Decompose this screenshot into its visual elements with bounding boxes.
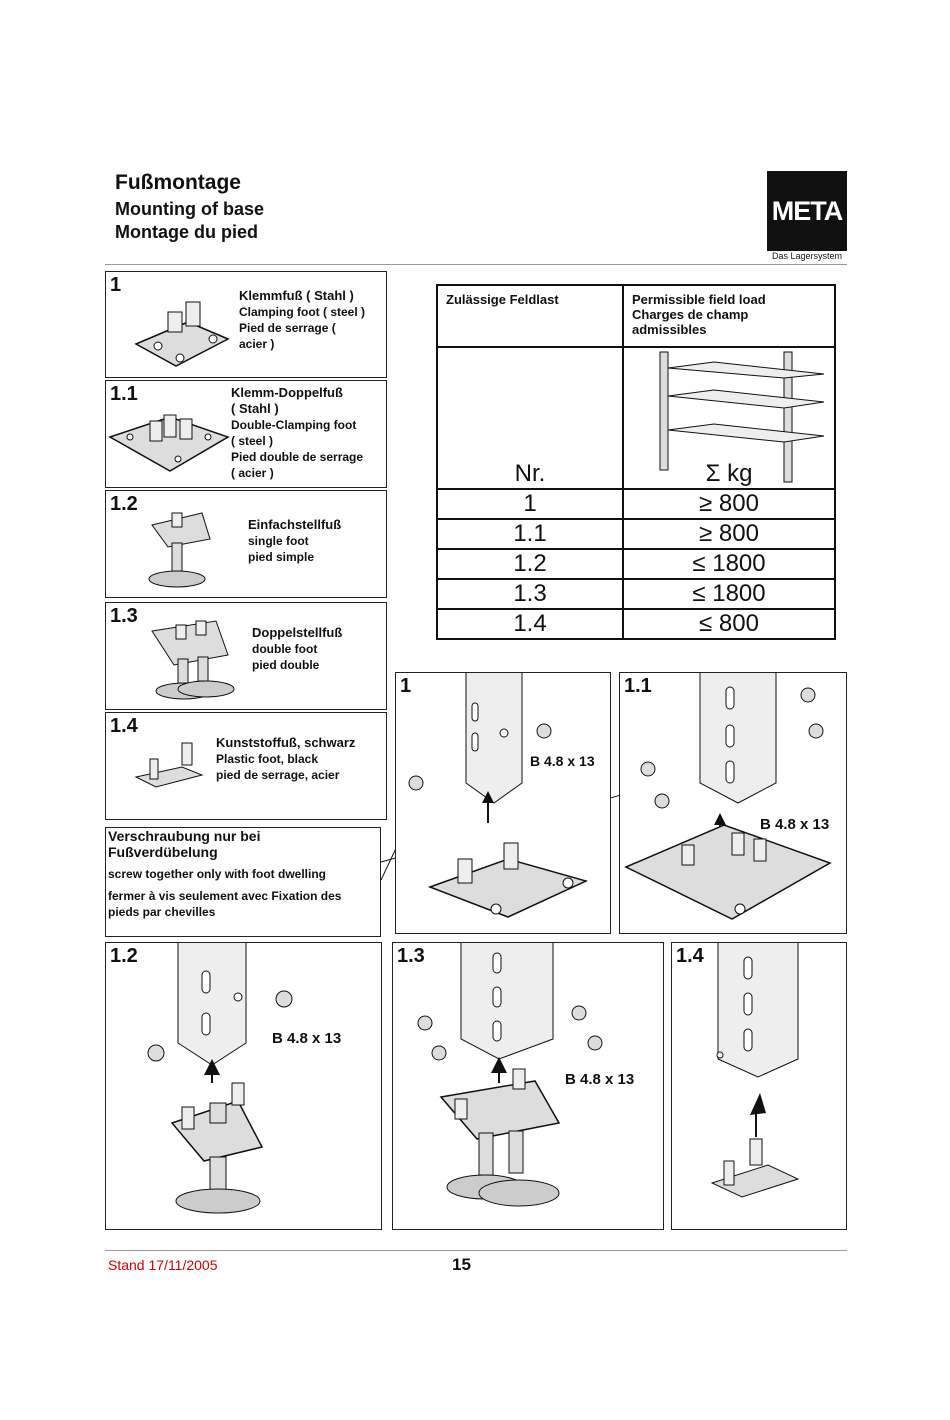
- part-number: 1.3: [110, 605, 138, 627]
- assembly-panel-1-3: [392, 942, 664, 1230]
- part-number: 1: [110, 274, 122, 296]
- screw-icon: [432, 1046, 446, 1060]
- logo-tagline: Das Lagersystem: [771, 251, 843, 261]
- row-nr: 1.1: [437, 519, 623, 549]
- row-kg: ≥ 800: [623, 519, 835, 549]
- part-label-en: single foot: [248, 534, 309, 548]
- header-divider: [105, 264, 847, 265]
- plastic-foot-icon: [132, 737, 212, 797]
- panel-number: 1.1: [624, 675, 652, 697]
- note-de: Verschraubung nur bei: [108, 828, 261, 844]
- screw-icon: [655, 794, 669, 808]
- row-nr: 1: [437, 489, 623, 519]
- part-label-fr: pied de serrage, acier: [216, 768, 340, 782]
- part-label-fr: pied double: [252, 658, 320, 672]
- part-number: 1.4: [110, 715, 138, 737]
- screw-icon: [809, 724, 823, 738]
- screw-size-label: B 4.8 x 13: [760, 816, 830, 833]
- part-label-de: Kunststoffuß, schwarz: [216, 735, 356, 750]
- screw-icon: [148, 1045, 164, 1061]
- row-kg: ≤ 1800: [623, 549, 835, 579]
- revision-date: Stand 17/11/2005: [108, 1257, 218, 1273]
- row-kg: ≥ 800: [623, 489, 835, 519]
- screw-note-box: [105, 827, 381, 937]
- header-de: Zulässige Feldlast: [437, 285, 623, 347]
- part-box-1-4: [105, 712, 387, 820]
- part-number: 1.2: [110, 493, 138, 515]
- assembly-1-1-drawing: [620, 673, 846, 933]
- double-clamping-foot-icon: [108, 409, 230, 481]
- part-label-en: double foot: [252, 642, 318, 656]
- assembly-panel-1-1: [619, 672, 847, 934]
- part-label-fr-cont: ( acier ): [231, 466, 274, 480]
- assembly-panel-1-4: [671, 942, 847, 1230]
- screw-icon: [588, 1036, 602, 1050]
- screw-icon: [537, 724, 551, 738]
- screw-size-label: B 4.8 x 13: [565, 1071, 635, 1088]
- header-en: Permissible field load: [632, 292, 766, 307]
- page-subtitle-fr: Montage du pied: [115, 222, 258, 242]
- row-nr: 1.2: [437, 549, 623, 579]
- table-row: [437, 579, 835, 609]
- panel-number: 1.2: [110, 945, 138, 967]
- panel-number: 1.3: [397, 945, 425, 967]
- panel-number: 1: [400, 675, 412, 697]
- note-en: screw together only with foot dwelling: [108, 867, 327, 881]
- screw-icon: [409, 776, 423, 790]
- assembly-panel-1: [395, 672, 611, 934]
- part-label-fr-cont: acier ): [239, 337, 275, 351]
- col-kg-header: [623, 347, 835, 489]
- col-kg-label: Σ kg: [705, 460, 753, 487]
- part-box-1: [105, 271, 387, 378]
- assembly-1-drawing: [396, 673, 610, 933]
- part-label-de: Klemm-Doppelfuß: [231, 385, 343, 400]
- single-foot-icon: [144, 495, 224, 595]
- col-nr-label: Nr.: [514, 460, 546, 487]
- footer-divider: [105, 1250, 847, 1251]
- page-number: 15: [452, 1255, 471, 1274]
- part-box-1-3: [105, 602, 387, 710]
- part-label-fr: pied simple: [248, 550, 315, 564]
- col-nr-header: [437, 347, 623, 489]
- screw-icon: [418, 1016, 432, 1030]
- table-row: [437, 549, 835, 579]
- part-label-de-cont: ( Stahl ): [231, 401, 279, 416]
- arrow-up-icon: [491, 1057, 507, 1073]
- part-label-fr: Pied double de serrage: [231, 450, 364, 464]
- header-fr: Charges de champ admissibles: [632, 307, 749, 337]
- row-nr: 1.3: [437, 579, 623, 609]
- page-title: Fußmontage: [115, 171, 241, 194]
- table-row: [437, 609, 835, 639]
- page-subtitle-en: Mounting of base: [115, 199, 264, 219]
- meta-logo: META: [767, 171, 847, 251]
- header-en-fr: [623, 285, 835, 347]
- table-row: [437, 519, 835, 549]
- part-label-de: Klemmfuß ( Stahl ): [239, 288, 354, 303]
- part-label-en: Double-Clamping foot: [231, 418, 357, 432]
- part-label-en-cont: ( steel ): [231, 434, 274, 448]
- arrow-up-icon: [714, 813, 726, 825]
- screw-icon: [641, 762, 655, 776]
- part-label-de: Doppelstellfuß: [252, 625, 343, 640]
- screw-icon: [276, 991, 292, 1007]
- row-kg: ≤ 800: [623, 609, 835, 639]
- screw-size-label: B 4.8 x 13: [272, 1030, 342, 1047]
- field-load-table: [436, 284, 836, 640]
- assembly-1-4-drawing: [672, 943, 846, 1229]
- note-fr-cont: pieds par chevilles: [108, 905, 216, 919]
- note-fr: fermer à vis seulement avec Fixation des: [108, 889, 342, 903]
- table-row: [437, 489, 835, 519]
- part-box-1-1: [105, 380, 387, 488]
- double-foot-icon: [146, 607, 246, 707]
- row-kg: ≤ 1800: [623, 579, 835, 609]
- part-label-fr: Pied de serrage (: [239, 321, 336, 335]
- arrow-up-icon: [750, 1093, 766, 1115]
- panel-number: 1.4: [676, 945, 704, 967]
- note-de-cont: Fußverdübelung: [108, 844, 218, 860]
- clamping-foot-icon: [128, 294, 238, 372]
- part-box-1-2: [105, 490, 387, 598]
- part-label-en: Plastic foot, black: [216, 752, 319, 766]
- part-label-en: Clamping foot ( steel ): [239, 305, 365, 319]
- part-number: 1.1: [110, 383, 138, 405]
- part-label-de: Einfachstellfuß: [248, 517, 342, 532]
- assembly-panel-1-2: [105, 942, 382, 1230]
- screw-size-label: B 4.8 x 13: [530, 753, 595, 769]
- screw-icon: [572, 1006, 586, 1020]
- assembly-1-2-drawing: [106, 943, 381, 1229]
- screw-icon: [801, 688, 815, 702]
- row-nr: 1.4: [437, 609, 623, 639]
